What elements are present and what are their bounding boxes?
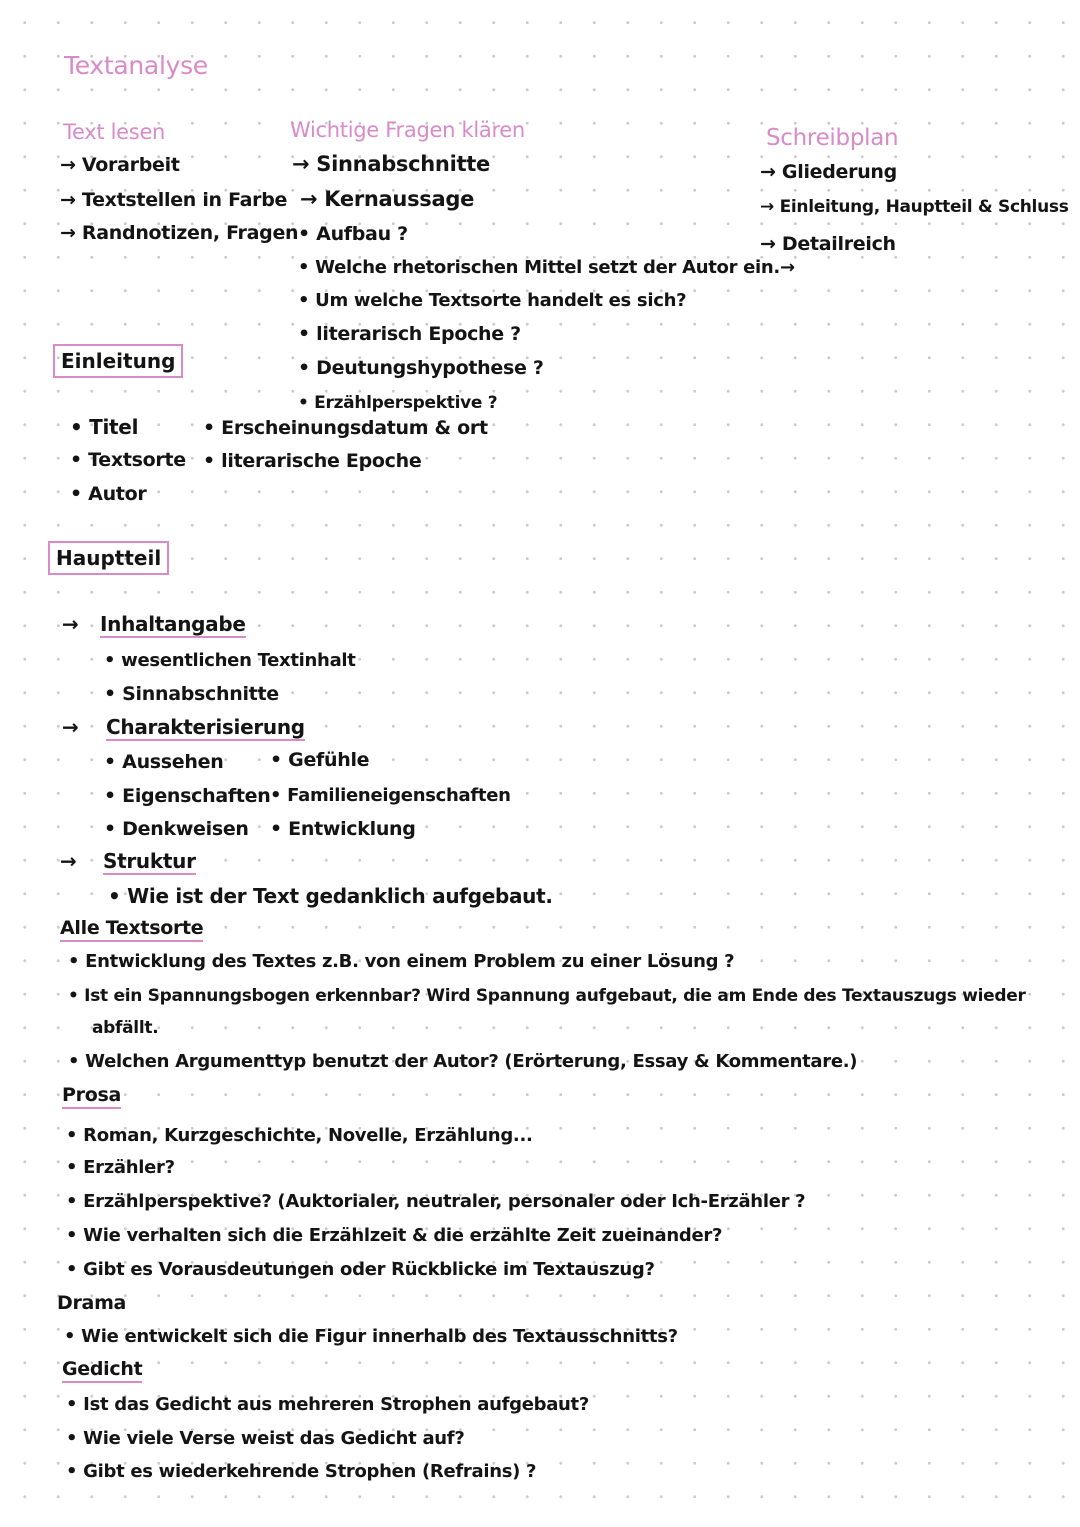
- arrow-icon: →: [62, 715, 79, 739]
- list-item: • Sinnabschnitte: [104, 683, 279, 705]
- list-item: • Eigenschaften: [104, 785, 271, 807]
- list-item: • Ist ein Spannungsbogen erkennbar? Wird Spannung aufgebaut, die am Ende des Textauszugs wieder: [68, 986, 1026, 1006]
- list-item: • Gibt es wiederkehrende Strophen (Refrains) ?: [66, 1461, 537, 1482]
- list-item: • literarisch Epoche ?: [298, 323, 521, 345]
- prosa-heading: Prosa: [62, 1086, 121, 1109]
- list-item: → Textstellen in Farbe: [60, 189, 288, 211]
- list-item: • Erscheinungsdatum & ort: [203, 417, 488, 439]
- list-item: • Wie verhalten sich die Erzählzeit & die erzählte Zeit zueinander?: [66, 1225, 723, 1246]
- list-item: • Wie viele Verse weist das Gedicht auf?: [66, 1428, 465, 1449]
- arrow-icon: →: [62, 612, 79, 636]
- text-lesen-heading: Text lesen: [63, 120, 166, 144]
- charakterisierung-heading: Charakterisierung: [106, 715, 305, 739]
- wichtige-fragen-heading: Wichtige Fragen klären: [290, 118, 525, 142]
- gedicht-heading: Gedicht: [62, 1360, 142, 1383]
- list-item: • Welche rhetorischen Mittel setzt der Autor ein.→: [298, 257, 795, 278]
- list-item: → Einleitung, Hauptteil & Schluss: [760, 197, 1069, 217]
- list-item: • Erzähler?: [66, 1157, 175, 1178]
- list-item: • Erzählperspektive? (Auktorialer, neutraler, personaler oder Ich-Erzähler ?: [66, 1191, 806, 1212]
- list-item: • Gibt es Vorausdeutungen oder Rückblicke im Textauszug?: [66, 1259, 655, 1280]
- list-item: • Gefühle: [270, 749, 370, 771]
- list-item: • Welchen Argumenttyp benutzt der Autor? (Erörterung, Essay & Kommentare.): [68, 1051, 858, 1072]
- list-item: → Sinnabschnitte: [292, 152, 490, 176]
- list-item: • Entwicklung des Textes z.B. von einem Problem zu einer Lösung ?: [68, 951, 735, 972]
- list-item: • wesentlichen Textinhalt: [104, 650, 356, 671]
- list-item: • Um welche Textsorte handelt es sich?: [298, 290, 687, 311]
- list-item: → Randnotizen, Fragen: [60, 222, 299, 244]
- struktur-heading: Struktur: [103, 849, 196, 873]
- inhaltangabe-heading: Inhaltangabe: [100, 612, 246, 636]
- list-item: → Detailreich: [760, 233, 896, 255]
- page-title: Textanalyse: [64, 51, 208, 80]
- alle-textsorte-heading: Alle Textsorte: [60, 919, 203, 942]
- list-item: • Textsorte: [70, 449, 186, 471]
- list-item: • literarische Epoche: [203, 450, 422, 472]
- schreibplan-heading: Schreibplan: [766, 125, 899, 151]
- einleitung-heading: Einleitung: [53, 344, 183, 378]
- list-item: • Wie entwickelt sich die Figur innerhalb des Textausschnitts?: [64, 1326, 678, 1347]
- hauptteil-heading: Hauptteil: [48, 541, 169, 575]
- list-item: • Titel: [70, 415, 139, 439]
- list-item: • Entwicklung: [270, 818, 416, 840]
- list-item: • Roman, Kurzgeschichte, Novelle, Erzählung...: [66, 1125, 533, 1146]
- list-item: • Ist das Gedicht aus mehreren Strophen aufgebaut?: [66, 1394, 590, 1415]
- list-item: → Gliederung: [760, 161, 897, 183]
- list-item: • Erzählperspektive ?: [298, 393, 498, 413]
- list-item: • Wie ist der Text gedanklich aufgebaut.: [108, 884, 553, 908]
- list-item: • Familieneigenschaften: [270, 785, 511, 806]
- list-item: → Vorarbeit: [60, 154, 180, 176]
- list-item: • Aussehen: [104, 751, 224, 773]
- arrow-icon: →: [60, 849, 77, 873]
- list-item: • Autor: [70, 483, 147, 505]
- list-item: → Kernaussage: [300, 187, 475, 211]
- list-item: • Denkweisen: [104, 818, 249, 840]
- list-item: abfällt.: [92, 1018, 159, 1038]
- list-item: • Deutungshypothese ?: [298, 357, 544, 379]
- drama-heading: Drama: [57, 1292, 127, 1314]
- list-item: • Aufbau ?: [298, 223, 408, 245]
